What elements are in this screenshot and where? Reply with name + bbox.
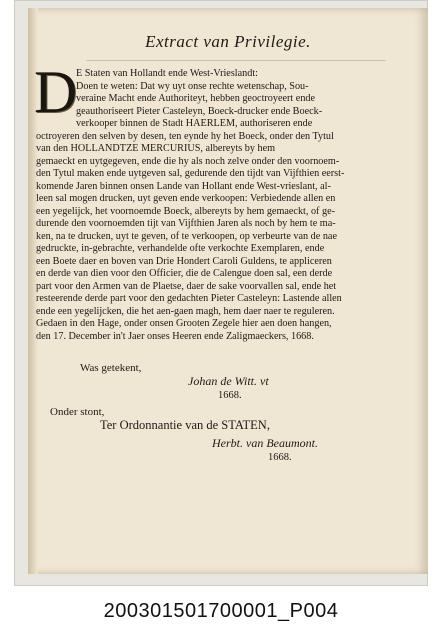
signer-johan-de-witt: Johan de Witt. vt <box>188 374 269 388</box>
text-line: gedruckte, in-gebrachte, verhandelde ofte verkochte Exemplaren, ende <box>36 243 325 254</box>
text-line: den Tytul maken ende uytgeven sal, gedurende den tijdt van Vijfthien eerst- <box>36 168 345 179</box>
signer-van-beaumont: Herbt. van Beaumont. <box>212 436 318 450</box>
text-line: een yegelijck, het voornoemde Boeck, albereyts by hem gemaeckt, of ge- <box>36 205 335 217</box>
ordonnantie-line: Ter Ordonnantie van de STATEN, <box>100 418 270 432</box>
privilege-text <box>36 68 410 343</box>
signature-year: 1668. <box>268 452 292 463</box>
text-line: komende Jaren binnen onsen Lande van Hollant ende West-vrieslant, al- <box>36 180 331 192</box>
text-line: leen sal mogen drucken, uyt geven ende verkoopen: Verbiedende allen en <box>36 193 336 204</box>
text-line: durende den voornoemden tijt van Vijfthien Jaren als noch by hem te ma- <box>36 218 336 229</box>
text-line: part voor den Armen van de Plaetse, daer de sake voorvallen sal, ende het <box>36 280 337 292</box>
text-line: ken, na te drucken, uyt te geven, of te verkoopen, op verbeurte van de nae <box>36 230 337 242</box>
title-rule <box>86 60 386 61</box>
document-title: Extract van Privilegie. <box>145 32 311 51</box>
text-line: octroyeren den selven by desen, ten eynde hy het Boeck, onder den Tytul <box>36 130 334 142</box>
text-line: veraine Macht ende Authoriteyt, hebben geoctroyeert ende <box>76 93 316 104</box>
document-page <box>28 8 428 574</box>
text-line: van den HOLLANDTZE MERCURIUS, albereyts by hem <box>36 143 276 154</box>
text-line: verkooper binnen de Stadt HAERLEM, authoriseren ende <box>76 118 313 129</box>
text-line: gemaeckt en uytgegeven, ende die hy als noch zelve onder den voornoem- <box>36 155 340 167</box>
text-line: Gedaen in den Hage, onder onsen Grooten Zegele hier aen doen hangen, <box>36 318 332 329</box>
text-line: Doen te weten: Dat wy uyt onse rechte wetenschap, Sou- <box>76 80 309 92</box>
text-line: en derde van dien voor den Officier, die de Calengue doen sal, een derde <box>36 268 333 279</box>
signature-year: 1668. <box>218 390 242 401</box>
signed-label: Was getekent, <box>80 362 142 374</box>
text-line: den 17. December in't Jaer onses Heeren ende Zaligmaeckers, 1668. <box>36 330 314 342</box>
text-line: ende een yegelijcken, die het aen-gaen magh, hem daer naer te reguleren. <box>36 305 335 317</box>
text-line: E Staten van Hollandt ende West-Vrieslandt: <box>76 68 258 79</box>
text-line: resteerende derde part voor den gedachten Pieter Casteleyn: Lastende allen <box>36 293 342 304</box>
text-line: een Boete daer en boven van Drie Hondert Caroli Guldens, te appliceren <box>36 255 332 267</box>
text-line: geauthoriseert Pieter Casteleyn, Boeck-drucker ende Boeck- <box>76 105 323 117</box>
image-id-caption: 200301501700001_P004 <box>103 600 339 622</box>
under-label: Onder stont, <box>50 406 105 418</box>
drop-cap: D <box>34 59 78 125</box>
